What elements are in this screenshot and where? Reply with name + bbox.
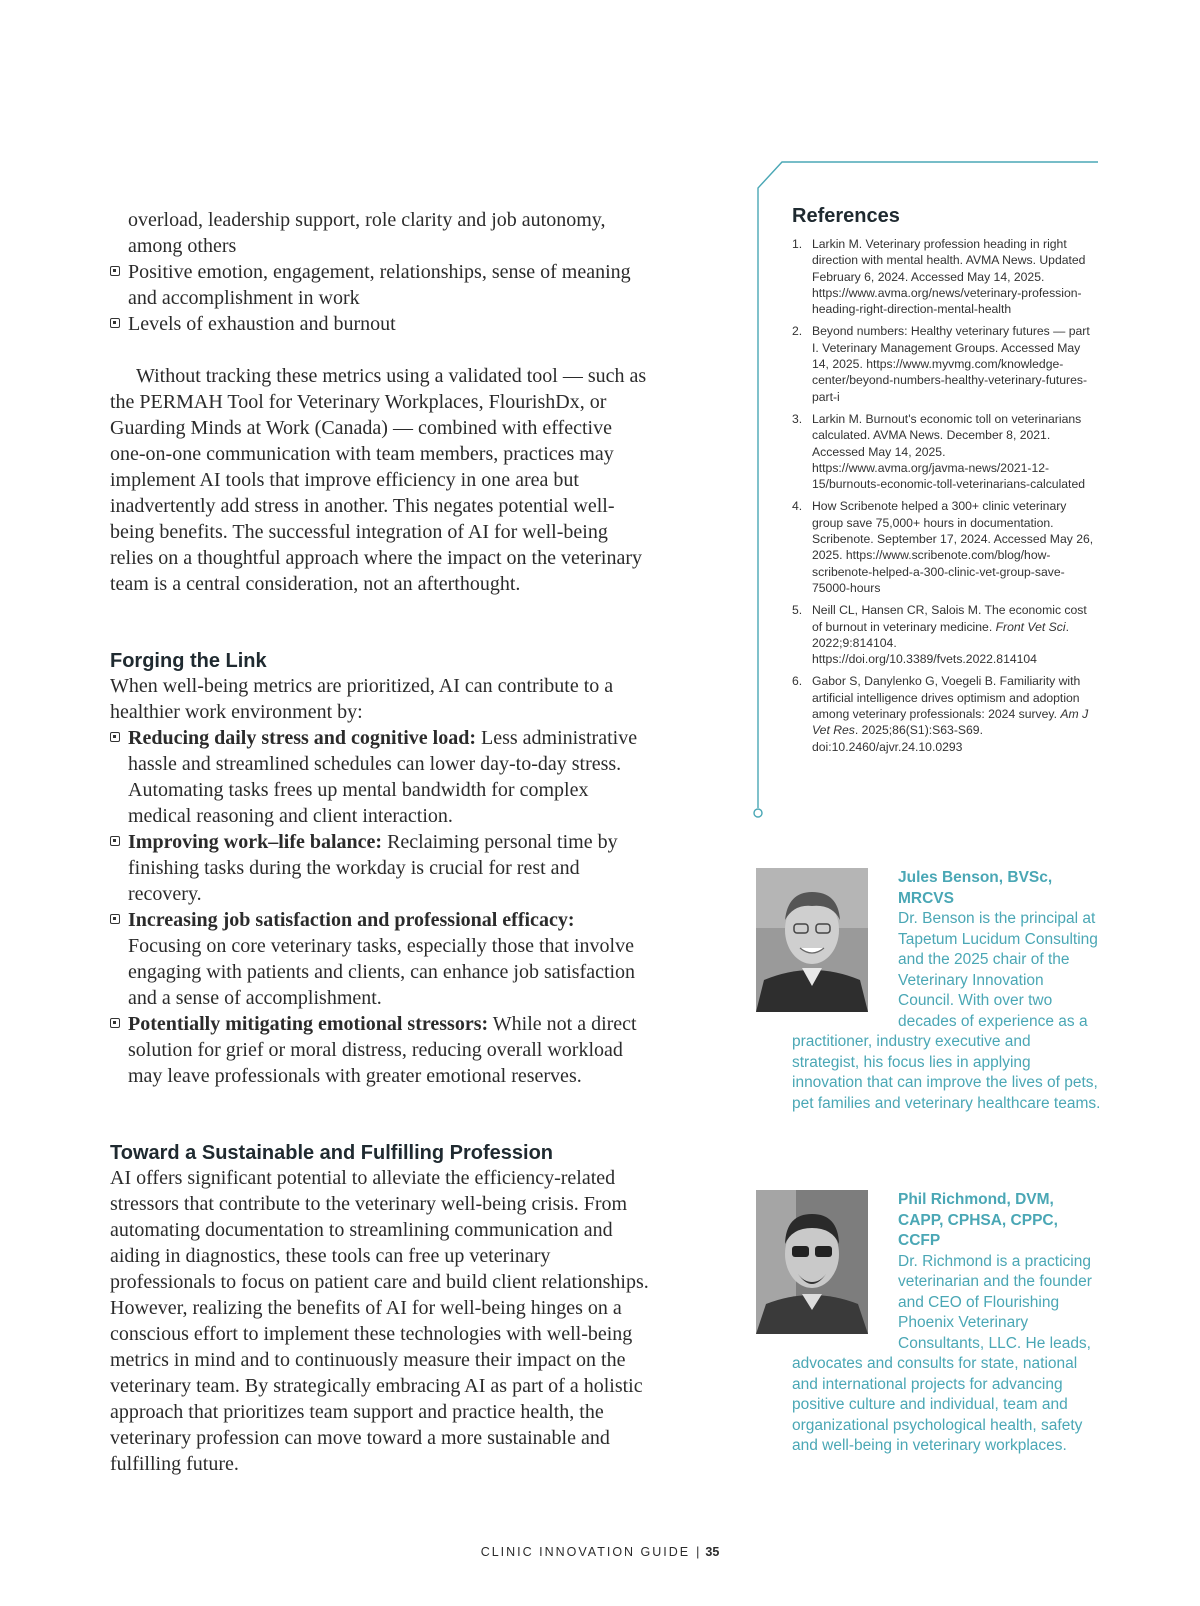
references-list — [792, 236, 1097, 755]
metrics-list — [110, 259, 650, 337]
list-item: Potentially mitigating emotional stressors: While not a direct solution for grief or moral distress, reducing overall workload may leave professionals with greater emotional reserves. — [110, 1011, 650, 1089]
square-bullet-icon — [110, 732, 120, 742]
author-bio-richmond — [792, 1190, 1102, 1457]
references-panel — [792, 205, 1097, 761]
author-photo-benson — [756, 868, 868, 1012]
page-number: 35 — [705, 1545, 720, 1559]
list-item: Levels of exhaustion and burnout — [110, 311, 650, 337]
square-bullet-icon — [110, 266, 120, 276]
reference-item: 3. Larkin M. Burnout's economic toll on veterinarians calculated. AVMA News. December 8, 2021. Accessed May 14, 2025. https://www.avma.org/javma-news/2021-12-15/burnouts-economic-toll-veterinarians-calculated — [792, 411, 1085, 492]
article-body — [110, 207, 650, 1477]
author-description-benson: Dr. Benson is the principal at Tapetum Lucidum Consulting and the 2025 chair of the Veterinary Innovation Council. With over two decades of experience as a practitioner, industry executive and strategist, his focus lies in applying innovation that can improve the lives of pets, pet families and veterinary healthcare teams. — [792, 910, 1101, 1112]
paragraph-tracking-metrics: Without tracking these metrics using a validated tool — such as the PERMAH Tool for Veterinary Workplaces, FlourishDx, or Guarding Minds at Work (Canada) — combined with effective one-on-one communication with team members, practices may implement AI tools that improve efficiency in one area but inadvertently add stress in another. This negates potential well-being benefits. The successful integration of AI for well-being relies on a thoughtful approach where the impact on the veterinary team is a central consideration, not an afterthought. — [110, 365, 647, 595]
square-bullet-icon — [110, 318, 120, 328]
references-heading: References — [792, 205, 900, 227]
square-bullet-icon — [110, 836, 120, 846]
heading-sustainable-profession: Toward a Sustainable and Fulfilling Profession — [110, 1142, 554, 1164]
list-item: Increasing job satisfaction and professional efficacy: Focusing on core veterinary tasks, especially those that involve engaging with patients and clients, can enhance job satisfaction and a sense of accomplishment. — [110, 907, 650, 1011]
reference-item: 2. Beyond numbers: Healthy veterinary futures — part I. Veterinary Management Groups. Accessed May 14, 2025. https://www.myvmg.com/knowledge-center/beyond-numbers-healthy-veterinary-futures-part-i — [792, 324, 1090, 404]
heading-forging-the-link: Forging the Link — [110, 650, 267, 672]
forging-intro: When well-being metrics are prioritized, AI can contribute to a healthier work environment by: — [110, 675, 614, 723]
reference-item: 6. Gabor S, Danylenko G, Voegeli B. Familiarity with artificial intelligence drives optimism and adoption among veterinary professionals: 2024 survey. Am J Vet Res. 2025;86(S1):S63-S69. doi:10.2460/ajvr.24.10.0293 — [792, 674, 1089, 754]
reference-item: 1. Larkin M. Veterinary profession heading in right direction with mental health. AVMA News. Updated February 6, 2024. Accessed May 14, 2025. https://www.avma.org/news/veterinary-profession-heading-right-direction-mental-health — [792, 237, 1086, 317]
square-bullet-icon — [110, 1018, 120, 1028]
square-bullet-icon — [110, 914, 120, 924]
list-item: Improving work–life balance: Reclaiming personal time by finishing tasks during the workday is crucial for rest and recovery. — [110, 829, 650, 907]
list-item: Reducing daily stress and cognitive load: Less administrative hassle and streamlined schedules can lower day-to-day stress. Automating tasks frees up mental bandwidth for complex medical reasoning and client interaction. — [110, 725, 650, 829]
author-description-richmond: Dr. Richmond is a practicing veterinarian and the founder and CEO of Flourishing Phoenix Veterinary Consultants, LLC. He leads, advocates and consults for state, national and international projects for advancing positive culture and individual, team and organizational psychological health, safety and well-being in veterinary workplaces. — [792, 1252, 1092, 1454]
bullet-continuation: overload, leadership support, role clarity and job autonomy, among others — [128, 209, 606, 257]
benefits-list — [110, 725, 650, 1089]
footer-separator: | — [696, 1545, 700, 1559]
reference-item: 5. Neill CL, Hansen CR, Salois M. The economic cost of burnout in veterinary medicine. Front Vet Sci. 2022;9:814104. https://doi.org/10.3389/fvets.2022.814104 — [792, 603, 1087, 667]
author-photo-richmond — [756, 1190, 868, 1334]
author-name-benson: Jules Benson, BVSc, MRCVS — [898, 869, 1053, 907]
list-item: Positive emotion, engagement, relationships, sense of meaning and accomplishment in work — [110, 259, 650, 311]
publication-title: CLINIC INNOVATION GUIDE — [480, 1545, 691, 1559]
paragraph-sustainable: AI offers significant potential to alleviate the efficiency-related stressors that contribute to the veterinary well-being crisis. From automating documentation to streamlining communication and aiding in diagnostics, these tools can free up veterinary professionals to focus on patient care and build client relationships. However, realizing the benefits of AI for well-being hinges on a conscious effort to implement these technologies with well-being metrics in mind and to continuously measure their impact on the veterinary team. By strategically embracing AI as part of a holistic approach that prioritizes team support and practice health, the veterinary profession can move toward a more sustainable and fulfilling future. — [110, 1167, 649, 1475]
author-name-richmond: Phil Richmond, DVM, CAPP, CPHSA, CPPC, CCFP — [898, 1191, 1058, 1249]
reference-item: 4. How Scribenote helped a 300+ clinic veterinary group save 75,000+ hours in documentation. Scribenote. September 17, 2024. Accessed May 26, 2025. https://www.scribenote.com/blog/how-scribenote-helped-a-300-clinic-vet-group-save-75000-hours — [792, 499, 1094, 595]
page-footer — [0, 1545, 1200, 1559]
author-bio-benson — [792, 868, 1102, 1114]
